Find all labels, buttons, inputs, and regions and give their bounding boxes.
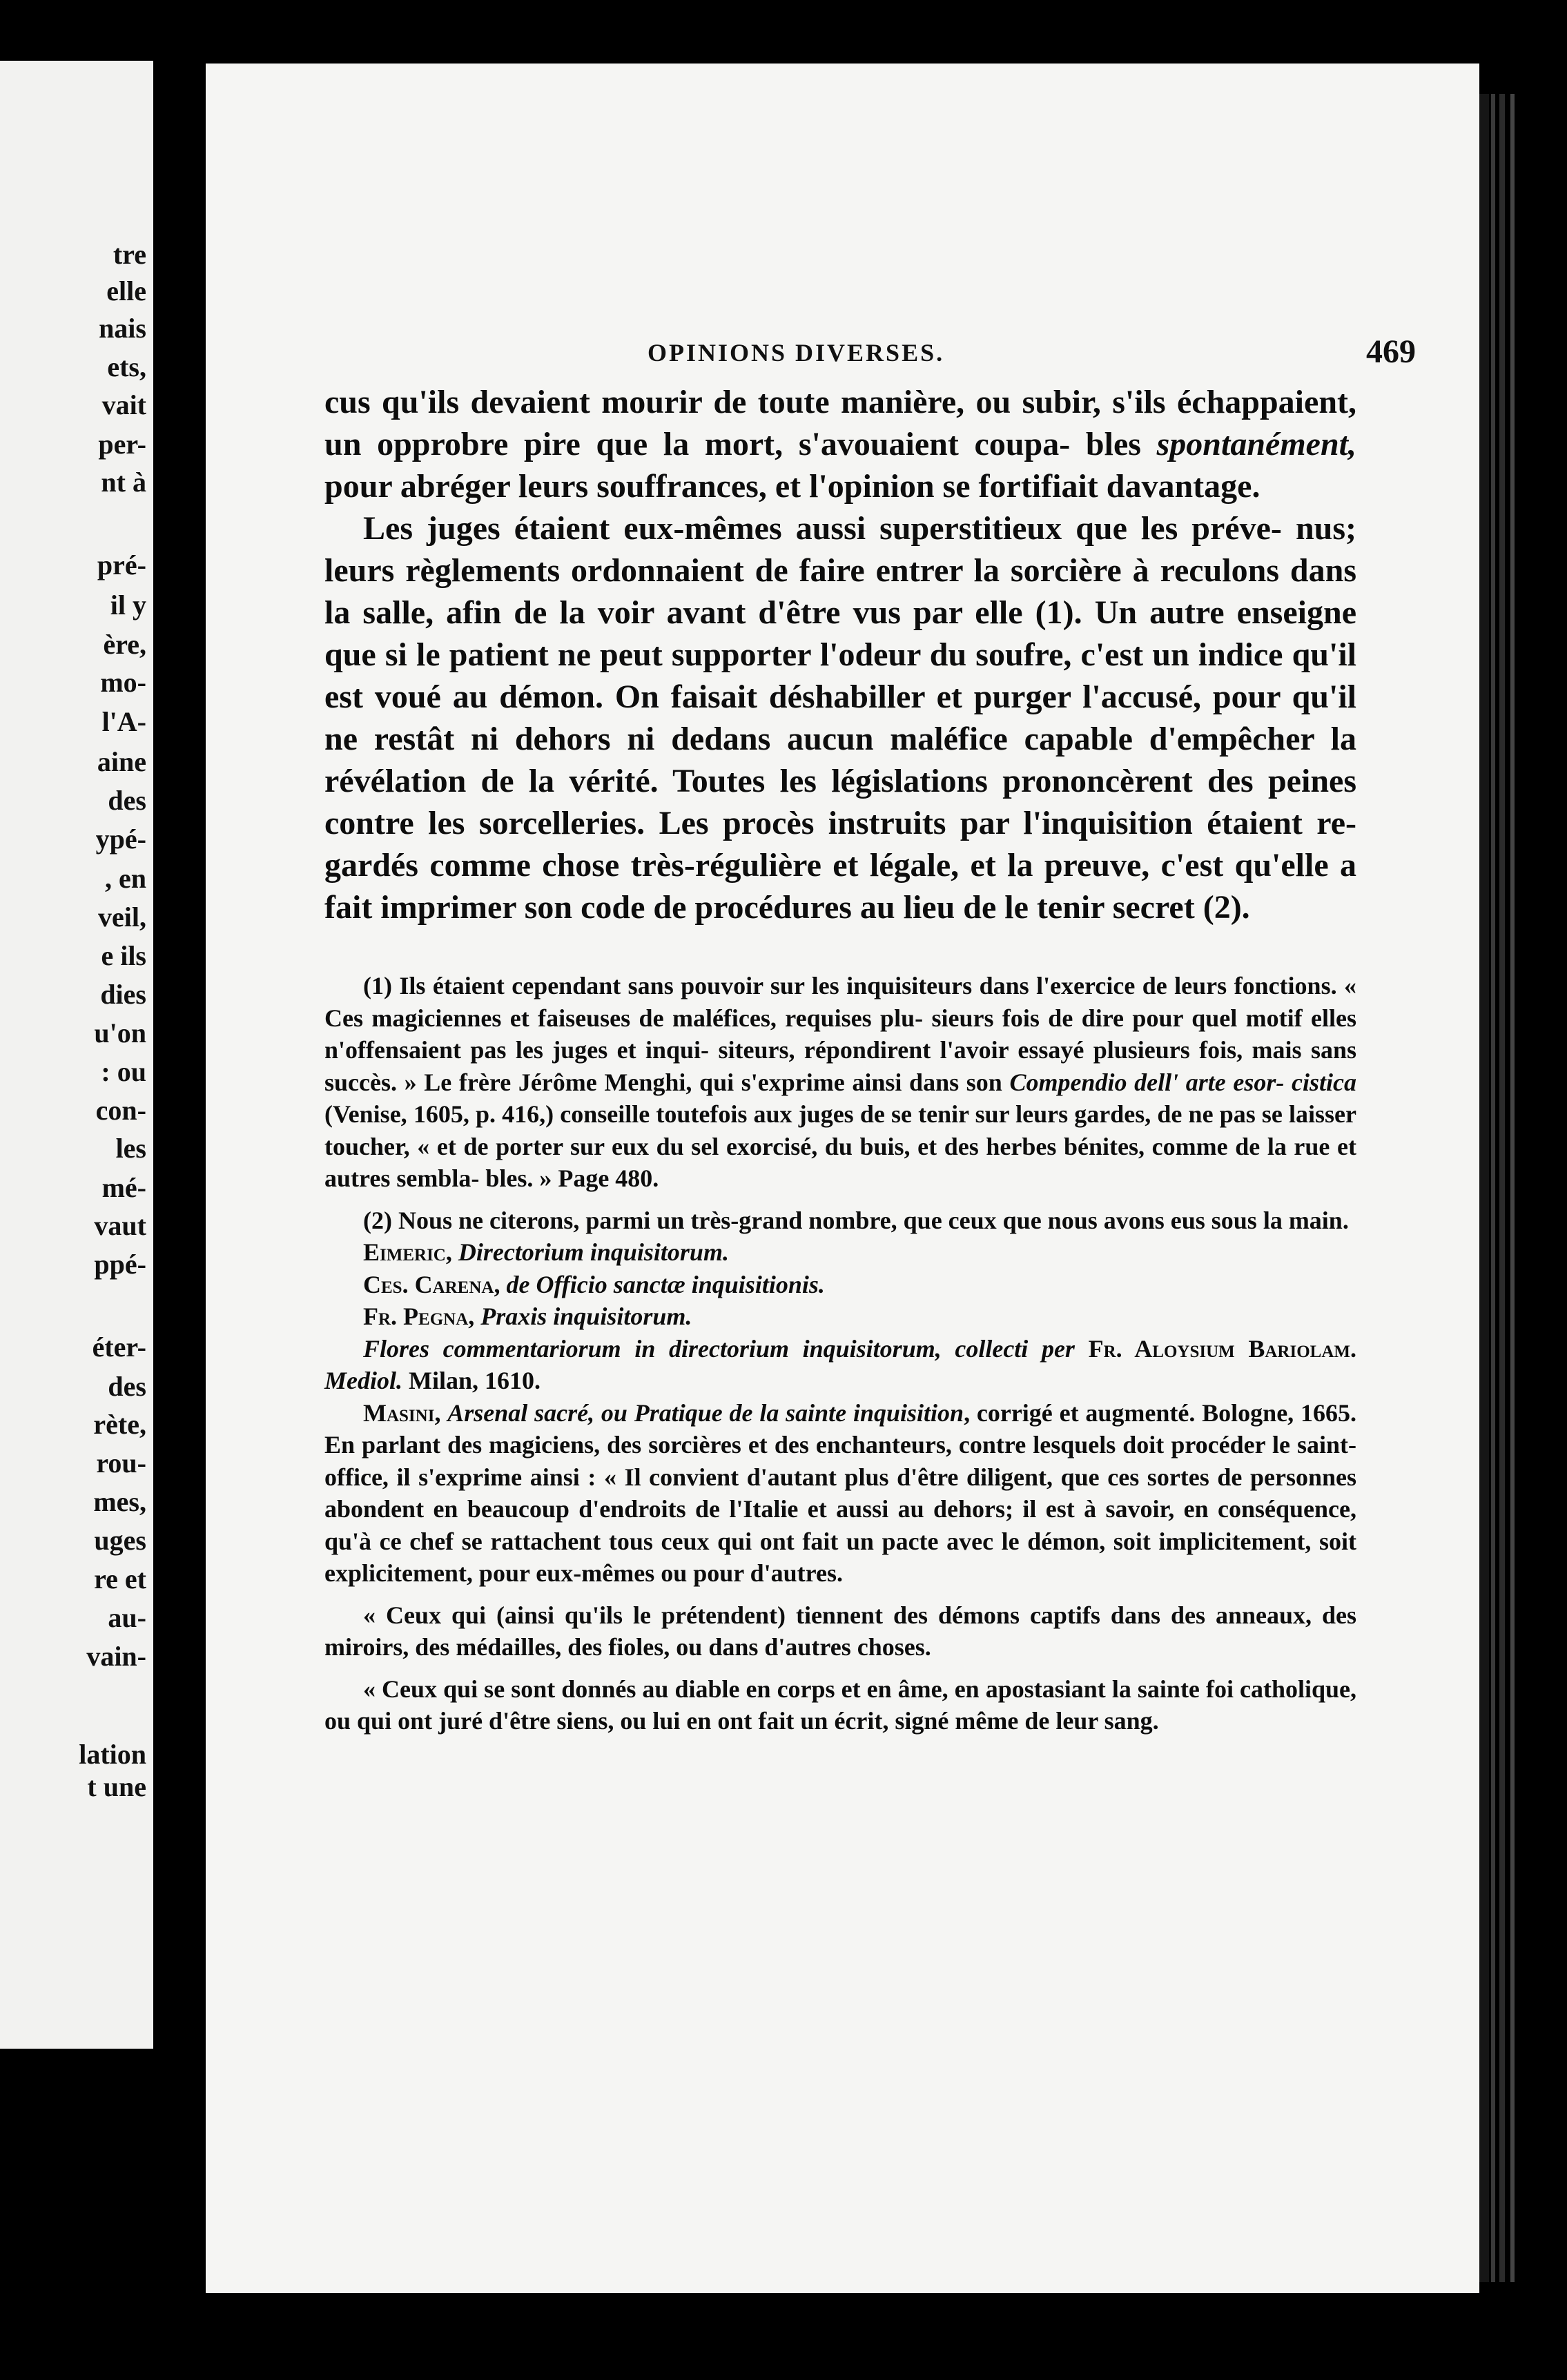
facing-page-line-fragment: des bbox=[108, 1371, 146, 1402]
text-line: elle (1). Un autre enseigne que si le patient ne peut supporter bbox=[324, 594, 1356, 673]
text-line: pour d'autres. bbox=[693, 1559, 843, 1587]
page-edge bbox=[1479, 94, 1489, 2282]
facing-page-line-fragment: mes, bbox=[93, 1486, 146, 1517]
work-title: Arsenal sacré, ou Pratique de la sainte inquisition bbox=[447, 1398, 964, 1427]
italic-text: spontanément, bbox=[1156, 426, 1357, 462]
footnote-line: (1) Ils étaient cependant sans pouvoir sur les inquisiteurs dans l'exercice bbox=[363, 972, 1136, 999]
footnote-line: (Venise, 1605, p. 416,) conseille toutefois aux juges de se tenir sur bbox=[324, 1100, 1009, 1128]
text-line: secret (2). bbox=[1112, 889, 1250, 926]
reference-pegna bbox=[324, 1300, 1356, 1333]
author-name: Fr. Pegna, bbox=[363, 1303, 475, 1330]
text-line: et augmenté. Bologne, 1665. En parlant des magiciens, des sorcières et des bbox=[324, 1398, 1356, 1459]
facing-page-line-fragment: éter- bbox=[92, 1332, 146, 1363]
text-line: la sainte foi catholique, ou qui ont juré d'être siens, ou lui en ont fait un écrit, bbox=[324, 1675, 1357, 1735]
text-line: pour abréger leurs souffrances, et l'opinion bbox=[324, 468, 935, 505]
facing-page-line-fragment: ypé- bbox=[95, 823, 146, 855]
facing-page-line-fragment: aine bbox=[97, 746, 146, 777]
facing-page-line-fragment: , en bbox=[105, 863, 146, 894]
author-name: Eimeric, bbox=[363, 1238, 452, 1266]
book-gutter bbox=[153, 61, 206, 2049]
quote-captive-demons bbox=[324, 1599, 1356, 1664]
facing-page-line-fragment: uges bbox=[94, 1525, 146, 1556]
text-line: « Ceux qui (ainsi qu'ils le prétendent) tiennent des démons captifs dans des bbox=[363, 1601, 1205, 1629]
footnote-line: eus sous la main. bbox=[1170, 1206, 1349, 1234]
footnote-line: sieurs fois de dire pour quel motif elles n'offensaient pas les juges et inqui- bbox=[324, 1004, 1356, 1064]
facing-page-line-fragment: mo- bbox=[100, 667, 146, 698]
text-line: les sorcelleries. Les procès instruits par l'inquisition étaient re- bbox=[428, 805, 1357, 841]
facing-page-line-fragment: elle bbox=[106, 275, 146, 306]
publication-info: , corrigé bbox=[964, 1398, 1053, 1427]
text-line: bles bbox=[1085, 426, 1157, 462]
running-head-title: OPINIONS DIVERSES. bbox=[648, 339, 945, 367]
facing-page-line-fragment: vaut bbox=[94, 1210, 146, 1241]
facing-page-line-fragment: les bbox=[115, 1133, 146, 1164]
facing-page-line-fragment: t une bbox=[87, 1771, 146, 1802]
text-line: faisait déshabiller et purger l'accusé, pour qu'il ne restât ni dehors bbox=[324, 679, 1357, 757]
facing-page-fragment bbox=[0, 61, 153, 2049]
footnote-line: bles. » Page 480. bbox=[485, 1164, 659, 1192]
text-line: « Il convient d'autant plus d'être diligent, que ces sortes de personnes bbox=[603, 1463, 1356, 1491]
text-line: reculons dans la salle, afin de la voir avant d'être vus par bbox=[324, 552, 1357, 631]
reference-eimeric bbox=[324, 1236, 1356, 1269]
text-line: gardés comme chose très-régulière et légale, et la preuve, c'est bbox=[324, 847, 1224, 884]
facing-page-line-fragment: dies bbox=[100, 979, 146, 1010]
facing-page-line-fragment: per- bbox=[98, 429, 146, 460]
italic-title: cistica bbox=[1292, 1068, 1357, 1096]
facing-page-line-fragment: lation bbox=[79, 1739, 146, 1770]
paragraph-continued bbox=[324, 381, 1356, 507]
facing-page-line-fragment: vait bbox=[101, 389, 146, 420]
work-title: Flores commentariorum in directorium inquisitorum, collecti per bbox=[363, 1334, 1075, 1363]
text-line: avec le démon, soit implicitement, soit explicitement, pour eux-mêmes ou bbox=[324, 1527, 1356, 1587]
text-line: « Ceux qui se sont donnés au diable en corps et en âme, en apostasiant bbox=[363, 1675, 1106, 1703]
running-head bbox=[206, 333, 1479, 374]
facing-page-line-fragment: : ou bbox=[101, 1056, 146, 1087]
footnotes bbox=[324, 970, 1356, 1737]
book-page bbox=[206, 64, 1479, 2293]
publication-info: Milan, 1610. bbox=[409, 1367, 541, 1394]
facing-page-line-fragment: vain- bbox=[86, 1641, 146, 1672]
page-number: 469 bbox=[1366, 333, 1416, 370]
text-line: vérité. Toutes les législations prononcèrent des peines contre bbox=[324, 763, 1356, 841]
author-name: Ces. Carena, bbox=[363, 1270, 500, 1298]
text-line: abondent en beaucoup d'endroits de l'Italie et aussi au dehors; il est à savoir, bbox=[324, 1495, 1175, 1523]
facing-page-line-fragment: nt à bbox=[101, 467, 146, 498]
facing-page-line-fragment: pré- bbox=[97, 549, 146, 581]
facing-page-line-fragment: re et bbox=[94, 1563, 146, 1594]
footnote-line: leurs gardes, de ne pas se laisser toucher, « et de porter sur eux du sel bbox=[324, 1100, 1356, 1160]
facing-page-line-fragment: ère, bbox=[103, 629, 146, 660]
italic-title: Compendio dell' arte esor- bbox=[1009, 1068, 1285, 1096]
place-italic: Mediol. bbox=[324, 1367, 402, 1394]
page-body bbox=[324, 381, 1356, 1737]
quote-devil-pact bbox=[324, 1673, 1356, 1737]
facing-page-line-fragment: ppé- bbox=[94, 1249, 146, 1280]
page-edge bbox=[1499, 94, 1505, 2282]
facing-page-line-fragment: u'on bbox=[94, 1017, 146, 1048]
facing-page-line-fragment: il y bbox=[110, 589, 146, 621]
text-line: se fortifiait davantage. bbox=[942, 468, 1261, 505]
facing-page-line-fragment: l'A- bbox=[101, 706, 146, 737]
text-line: Les juges étaient eux-mêmes aussi superstitieux que les préve- bbox=[363, 510, 1282, 547]
text-line: qu'elle a fait imprimer son code de procédures au lieu de le tenir bbox=[324, 847, 1357, 926]
author-name: Masini, bbox=[363, 1398, 441, 1427]
page-edge bbox=[1510, 94, 1515, 2282]
text-line: signé même de leur sang. bbox=[895, 1707, 1159, 1735]
facing-page-line-fragment: des bbox=[108, 785, 146, 816]
facing-page-line-fragment: e ils bbox=[101, 940, 146, 971]
text-line: anneaux, des miroirs, des médailles, des fioles, ou dans d'autres choses. bbox=[324, 1601, 1356, 1661]
text-line: cus qu'ils devaient mourir de toute manière, ou subir, s'ils bbox=[324, 384, 1166, 420]
text-line: en conséquence, qu'à ce chef se rattachent tous ceux qui ont fait un pacte bbox=[324, 1495, 1356, 1555]
work-title: Directorium inquisitorum. bbox=[458, 1238, 729, 1266]
paragraph-judges bbox=[324, 507, 1356, 928]
facing-page-line-fragment: mé- bbox=[101, 1172, 146, 1203]
facing-page-line-fragment: con- bbox=[95, 1095, 146, 1126]
footnote-line: siteurs, répondirent l'avoir essayé plusieurs fois, mais sans succès. » Le frère bbox=[324, 1036, 1357, 1096]
facing-page-line-fragment: rou- bbox=[96, 1447, 146, 1479]
text-line: enchanteurs, contre lesquels doit procéder le saint-office, il s'exprime ainsi : bbox=[324, 1431, 1357, 1491]
footnote-1 bbox=[324, 970, 1356, 1195]
work-title: de Officio sanctæ inquisitionis. bbox=[506, 1270, 825, 1298]
text-line: nus; leurs règlements ordonnaient de faire entrer la sorcière à bbox=[324, 510, 1356, 589]
facing-page-line-fragment: au- bbox=[108, 1602, 146, 1633]
reference-masini bbox=[324, 1397, 1356, 1590]
footnote-line: (2) Nous ne citerons, parmi un très-grand nombre, que ceux que nous avons bbox=[363, 1206, 1165, 1234]
author-name: Fr. Aloysium Bariolam. bbox=[1088, 1334, 1356, 1363]
footnote-line: exorcisé, du buis, et des herbes bénites, comme de la rue et autres sembla- bbox=[324, 1132, 1357, 1192]
facing-page-line-fragment: veil, bbox=[98, 901, 146, 933]
text-line: l'odeur du soufre, c'est un indice qu'il est voué au démon. On bbox=[324, 636, 1357, 715]
main-text bbox=[324, 381, 1356, 928]
footnote-line: Jérôme Menghi, qui s'exprime ainsi dans son bbox=[518, 1068, 1010, 1096]
reference-flores bbox=[324, 1333, 1356, 1397]
reference-carena bbox=[324, 1269, 1356, 1301]
text-line: échappaient, un opprobre pire que la mort, s'avouaient coupa- bbox=[324, 384, 1356, 462]
facing-page-line-fragment: nais bbox=[99, 313, 146, 344]
footnote-2 bbox=[324, 1204, 1356, 1237]
facing-page-line-fragment: tre bbox=[113, 239, 146, 270]
page-edge bbox=[1491, 94, 1495, 2282]
facing-page-line-fragment: ets, bbox=[107, 351, 146, 382]
work-title: Praxis inquisitorum. bbox=[480, 1303, 692, 1330]
text-line: ni dedans aucun maléfice capable d'empêcher la révélation de la bbox=[324, 721, 1357, 799]
facing-page-line-fragment: rète, bbox=[93, 1409, 146, 1440]
footnote-line: de leurs fonctions. « Ces magiciennes et faiseuses de maléfices, requises plu- bbox=[324, 972, 1357, 1032]
